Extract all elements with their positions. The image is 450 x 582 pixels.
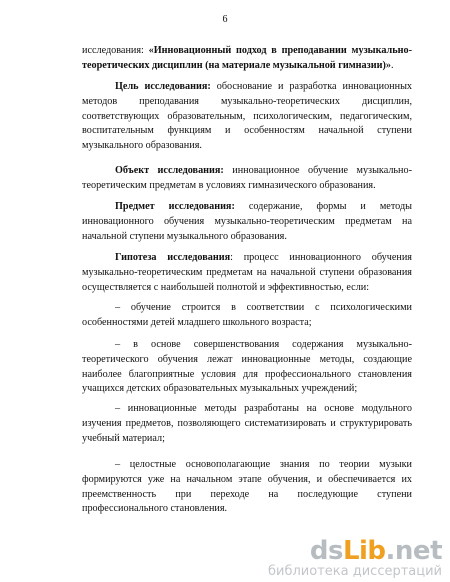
hypothesis-item-1 <box>82 301 412 331</box>
text-line: соответствующих образовательным, психологическим, педагогическим, <box>82 110 412 122</box>
text-line: музыкального образования. <box>82 140 202 152</box>
text-line: наиболее благоприятные условия для профессионального становления <box>82 368 412 380</box>
research-goal-paragraph <box>82 80 412 154</box>
watermark-subtitle: библиотека диссертаций <box>268 564 442 579</box>
text-line: теоретического обучения лежат инновационные методы, создающие <box>82 353 412 365</box>
hypothesis-item-4 <box>82 458 412 517</box>
text-line: исследования: «Инновационный подход в преподавании музыкально- <box>82 45 412 56</box>
text-line: начальной ступени музыкального образования. <box>82 230 287 242</box>
text-line: учебный материал; <box>82 432 165 444</box>
text-line: Гипотеза исследования: процесс инновационного обучения <box>115 252 412 263</box>
research-topic-paragraph <box>82 44 412 74</box>
text-line: Цель исследования: обоснование и разработка инновационных <box>115 81 413 92</box>
text-line: – обучение строится в соответствии с психологическими <box>115 302 412 313</box>
dslib-logo: dsLib.net <box>309 536 442 566</box>
research-subject-paragraph <box>82 200 412 244</box>
text-line: – инновационные методы разработаны на основе модульного <box>115 403 412 414</box>
text-line: музыкально-теоретическим предметам на начальной ступени образования <box>82 266 412 278</box>
text-line: – целостные основополагающие знания по теории музыки <box>115 459 412 470</box>
text-line: изучения предметов, позволяющего систематизировать и структурировать <box>82 417 412 429</box>
hypothesis-item-3 <box>82 402 412 446</box>
text-line: теоретических дисциплин (на материале музыкальной гимназии)». <box>82 59 394 71</box>
research-object-paragraph <box>82 164 412 194</box>
text-line: преемственность при переходе на последующие ступени <box>82 488 412 500</box>
dslib-watermark <box>268 538 442 578</box>
text-line: – в основе совершенствования содержания музыкально- <box>115 339 412 350</box>
page-number: 6 <box>222 14 228 25</box>
text-line: Предмет исследования: содержание, формы и методы <box>115 201 412 212</box>
text-line: воспитательным функциям и особенностям начальной ступени <box>82 125 412 137</box>
text-line: особенностями детей младшего школьного возраста; <box>82 316 312 328</box>
text-line: формируются уже на начальном этапе обучения, и обеспечивается их <box>82 473 412 485</box>
text-line: методов преподавания музыкально-теоретических дисциплин, <box>82 95 412 107</box>
text-line: Объект исследования: инновационное обучение музыкально- <box>115 165 412 176</box>
hypothesis-item-2 <box>82 338 412 397</box>
text-line: осуществляется с наибольшей полнотой и эффективностью, если: <box>82 281 370 293</box>
text-line: учащихся детских образовательных музыкальных учреждений; <box>82 383 358 395</box>
text-line: инновационного обучения музыкально-теоретическим предметам на <box>82 215 412 227</box>
text-line: теоретическим предметам в условиях гимназического образования. <box>82 179 376 191</box>
text-line: профессионального становления. <box>82 503 228 515</box>
research-hypothesis-paragraph <box>82 251 412 295</box>
